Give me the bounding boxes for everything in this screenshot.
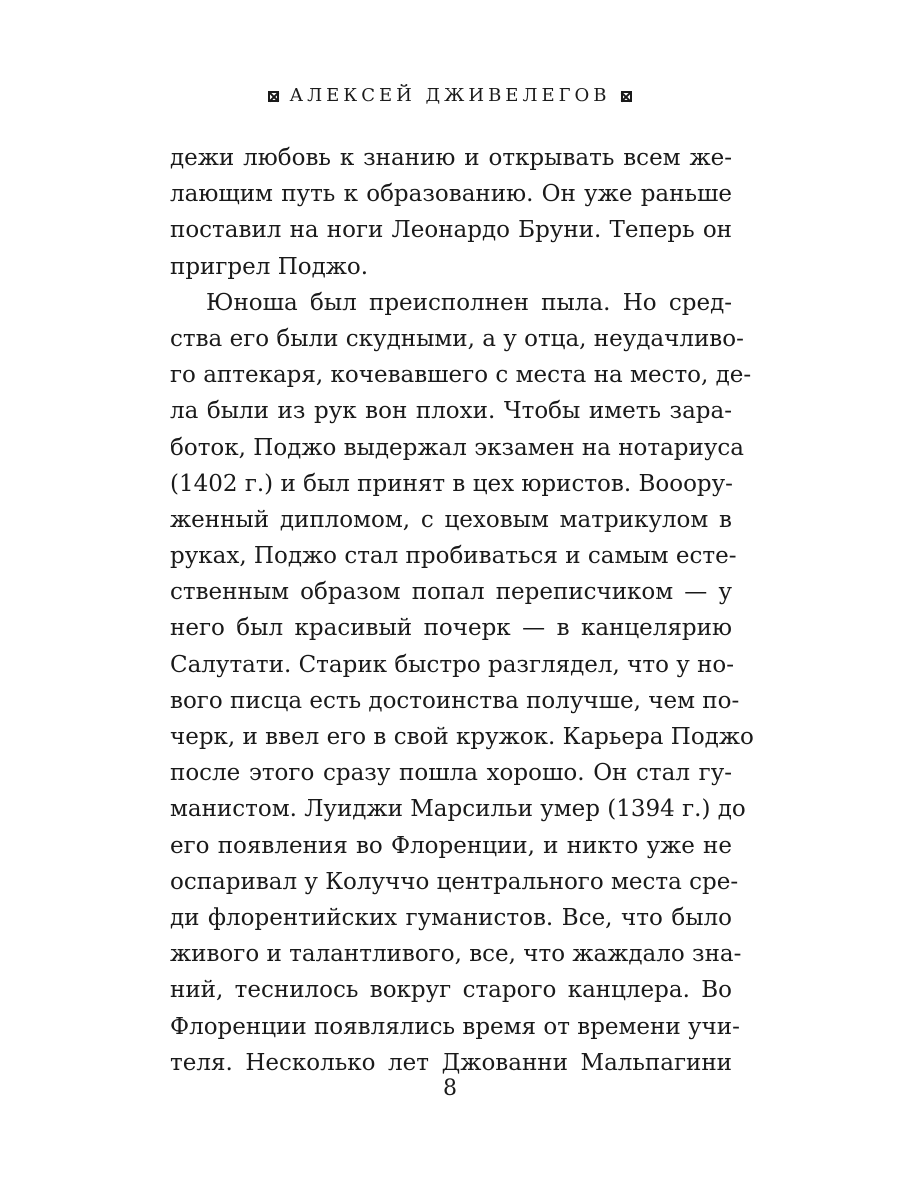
text-line: манистом. Луиджи Марсильи умер (1394 г.) до — [170, 796, 746, 823]
text-line: (1402 г.) и был принят в цех юристов. Вооору- — [170, 470, 733, 497]
text-line: женный дипломом, с цеховым матрикулом в — [170, 506, 732, 533]
text-line: руках, Поджо стал пробиваться и самым есте- — [170, 543, 737, 570]
body-text — [170, 140, 754, 1081]
paragraph-2 — [170, 285, 754, 1081]
running-head — [0, 82, 900, 110]
ornament-left-icon — [268, 91, 279, 102]
text-line: живого и талантливого, все, что жаждало зна- — [170, 941, 742, 968]
text-line: ла были из рук вон плохи. Чтобы иметь зара- — [170, 398, 732, 425]
ornament-right-icon — [621, 91, 632, 102]
text-line: боток, Поджо выдержал экзамен на нотариуса — [170, 434, 744, 461]
text-line: черк, и ввел его в свой кружок. Карьера Поджо — [170, 724, 754, 750]
text-line: Флоренции появлялись время от времени учи- — [170, 1013, 740, 1040]
text-line: после этого сразу пошла хорошо. Он стал гу- — [170, 760, 732, 787]
page-number: 8 — [443, 1076, 457, 1101]
text-line: него был красивый почерк — в канцелярию — [170, 615, 732, 642]
text-line: дежи любовь к знанию и открывать всем же- — [170, 145, 732, 171]
text-line: ства его были скудными, а у отца, неудачливо- — [170, 325, 744, 352]
text-line: ди флорентийских гуманистов. Все, что было — [170, 904, 732, 931]
text-line: оспаривал у Колуччо центрального места сре- — [170, 868, 739, 895]
text-line: лающим путь к образованию. Он уже раньше — [170, 181, 732, 208]
text-line: ний, теснилось вокруг старого канцлера. Во — [170, 977, 732, 1004]
text-line: Юноша был преисполнен пыла. Но сред- — [206, 289, 732, 316]
running-title: АЛЕКСЕЙ ДЖИВЕЛЕГОВ — [289, 85, 611, 106]
text-line: вого писца есть достоинства получше, чем по- — [170, 687, 740, 714]
text-line: теля. Несколько лет Джованни Мальпагини — [170, 1049, 732, 1076]
text-line: го аптекаря, кочевавшего с места на место, де- — [170, 362, 752, 389]
text-line: ственным образом попал переписчиком — у — [170, 579, 732, 606]
paragraph-1 — [170, 140, 732, 285]
text-line: поставил на ноги Леонардо Бруни. Теперь он — [170, 217, 732, 244]
text-line: его появления во Флоренции, и никто уже не — [170, 832, 732, 859]
text-line: пригрел Поджо. — [170, 253, 369, 280]
text-line: Салутати. Старик быстро разглядел, что у но- — [170, 651, 735, 678]
